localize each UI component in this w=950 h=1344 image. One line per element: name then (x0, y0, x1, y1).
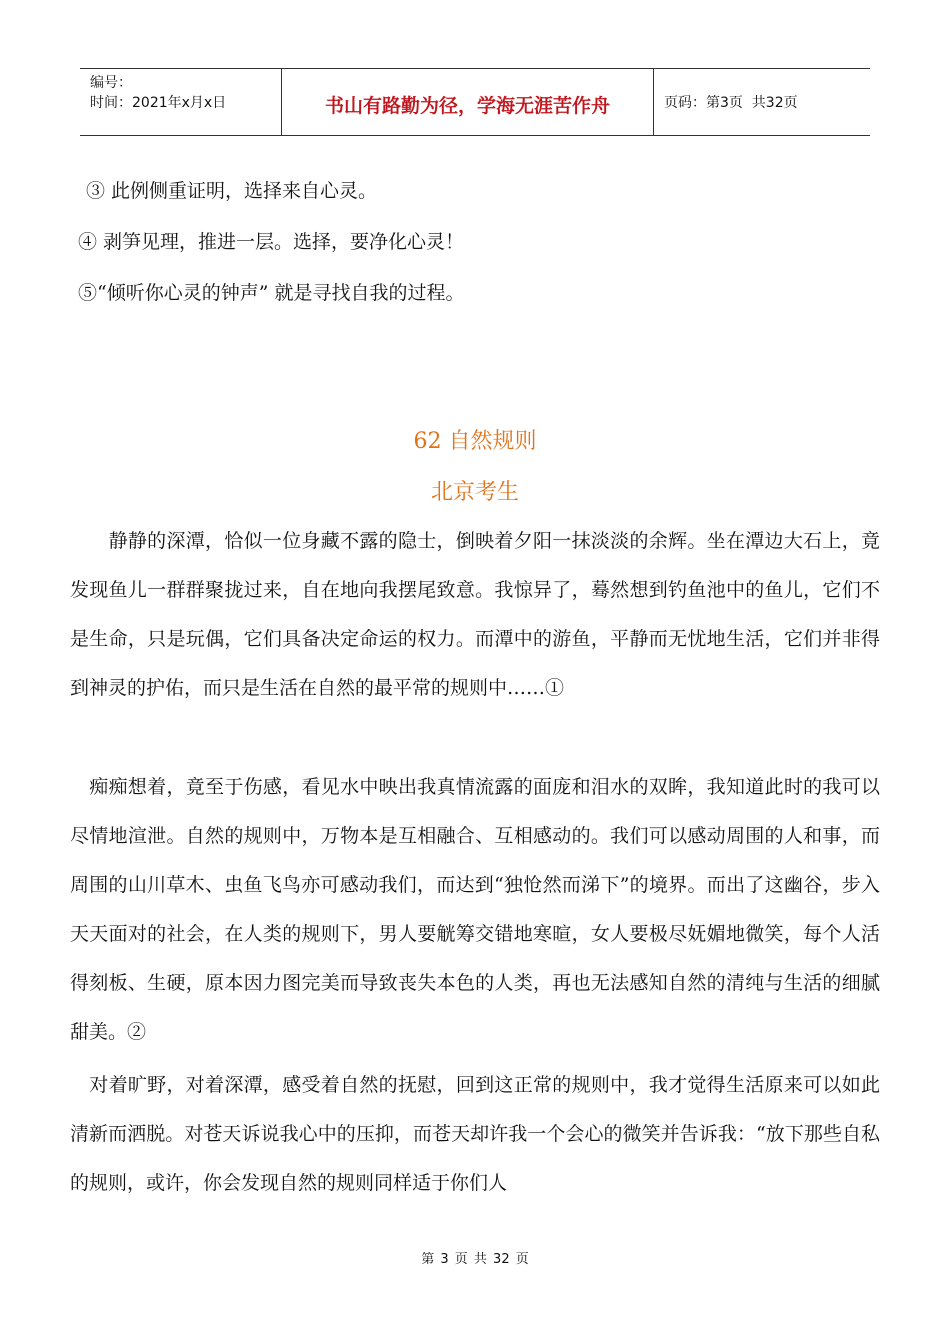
motto-text: 书山有路勤为径，学海无涯苦作舟 (324, 94, 610, 117)
paragraph: 痴痴想着，竟至于伤感，看见水中映出我真情流露的面庞和泪水的双眸，我知道此时的我可以尽情地渲泄。自然的规则中，万物本是互相融合、互相感动的。我们可以感动周围的人和事，而周围的山川草木、虫鱼飞鸟亦可感动我们，而达到“独怆然而涕下”的境界。而出了这幽谷，步入天天面对的社会，在人类的规则下，男人要觥筹交错地寒暄，女人要极尽妩媚地微笑，每个人活得刻板、生硬，原本因力图完美而导致丧失本色的人类，再也无法感知自然的清纯与生活的细腻甜美。② (70, 776, 880, 1043)
page-header (80, 68, 870, 136)
number-label: 编号： (90, 75, 132, 91)
paragraph: 静静的深潭，恰似一位身藏不露的隐士，倒映着夕阳一抹淡淡的余辉。坐在潭边大石上，竟发现鱼儿一群群聚拢过来，自在地向我摆尾致意。我惊异了，蓦然想到钓鱼池中的鱼儿，它们不是生命，只是玩偶，它们具备决定命运的权力。而潭中的游鱼，平静而无忧地生活，它们并非得到神灵的护佑，而只是生活在自然的最平常的规则中……① (70, 530, 880, 699)
list-item: ③ 此例侧重证明，选择来自心灵。 (86, 180, 378, 202)
article-title: 62 自然规则 (413, 429, 537, 454)
list-item: ⑤“倾听你心灵的钟声” 就是寻找自我的过程。 (78, 282, 465, 304)
page-footer: 第 3 页 共 32 页 (421, 1252, 529, 1267)
header-meta (80, 69, 282, 135)
paragraph: 对着旷野，对着深潭，感受着自然的抚慰，回到这正常的规则中，我才觉得生活原来可以如此清新而洒脱。对苍天诉说我心中的压抑，而苍天却许我一个会心的微笑并告诉我：“放下那些自私的规则，或许，你会发现自然的规则同样适于你们人 (70, 1074, 880, 1194)
article-author: 北京考生 (430, 480, 519, 505)
time-label: 时间：2021年x月x日 (90, 95, 227, 111)
list-item: ④ 剥笋见理，推进一层。选择，要净化心灵！ (78, 231, 465, 253)
header-motto (282, 69, 654, 135)
header-page-info (654, 69, 870, 135)
page-info-text: 页码：第3页 共32页 (664, 95, 798, 111)
